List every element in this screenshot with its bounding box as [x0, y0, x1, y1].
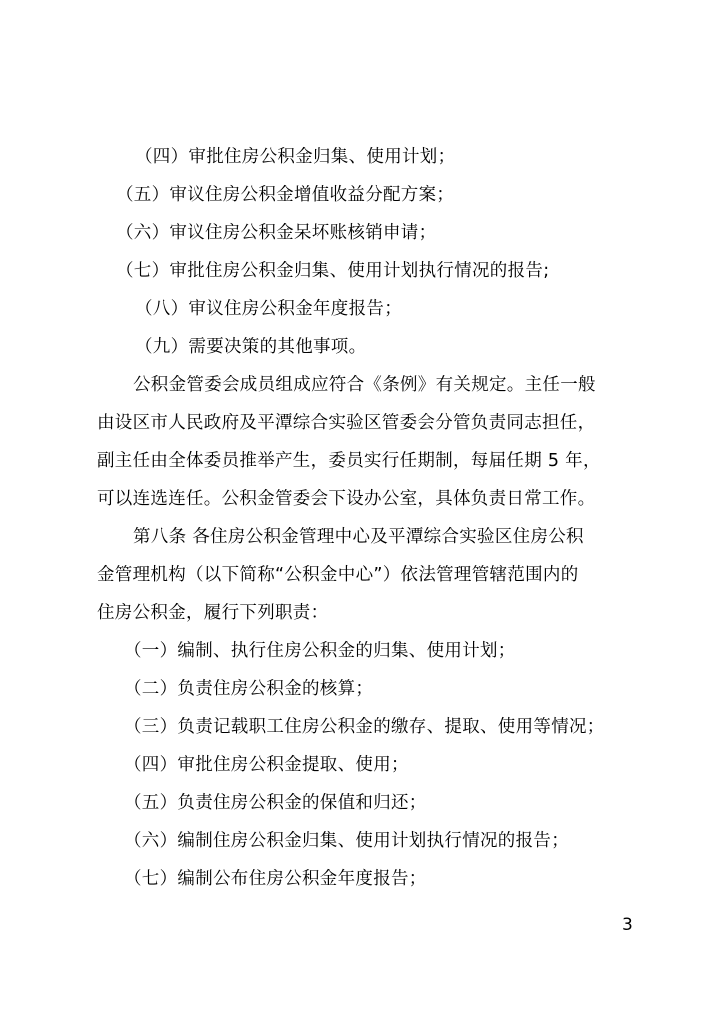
list-item: （六）编制住房公积金归集、使用计划执行情况的报告； — [124, 831, 569, 851]
list-item: （七）编制公布住房公积金年度报告； — [124, 869, 427, 889]
text-line: （五）审议住房公积金增值收益分配方案； — [116, 185, 455, 205]
page-number: 3 — [622, 915, 633, 935]
paragraph-line: 副主任由全体委员推举产生，委员实行任期制，每届任期 5 年， — [97, 451, 601, 471]
paragraph-line: 由设区市人民政府及平潭综合实验区管委会分管负责同志担任， — [97, 413, 596, 433]
article-line: 住房公积金，履行下列职责： — [97, 603, 329, 623]
article-line: 金管理机构（以下简称“公积金中心”）依法管理管辖范围内的 — [97, 565, 579, 585]
text-line: （九）需要决策的其他事项。 — [135, 337, 367, 357]
text-line: （八）审议住房公积金年度报告； — [135, 299, 402, 319]
list-item: （一）编制、执行住房公积金的归集、使用计划； — [124, 641, 516, 661]
list-item: （二）负责住房公积金的核算； — [124, 679, 374, 699]
list-item: （五）负责住房公积金的保值和归还； — [124, 793, 427, 813]
list-item: （四）审批住房公积金提取、使用； — [124, 755, 409, 775]
text-line: （六）审议住房公积金呆坏账核销申请； — [116, 223, 437, 243]
article-line: 第八条 各住房公积金管理中心及平潭综合实验区住房公积 — [133, 527, 584, 547]
paragraph-line: 可以连选连任。公积金管委会下设办公室，具体负责日常工作。 — [97, 489, 596, 509]
text-line: （七）审批住房公积金归集、使用计划执行情况的报告; — [116, 261, 550, 281]
paragraph-line: 公积金管委会成员组成应符合《条例》有关规定。主任一般 — [133, 375, 596, 395]
text-line: （四）审批住房公积金归集、使用计划； — [135, 147, 456, 167]
list-item: （三）负责记载职工住房公积金的缴存、提取、使用等情况； — [124, 717, 605, 737]
